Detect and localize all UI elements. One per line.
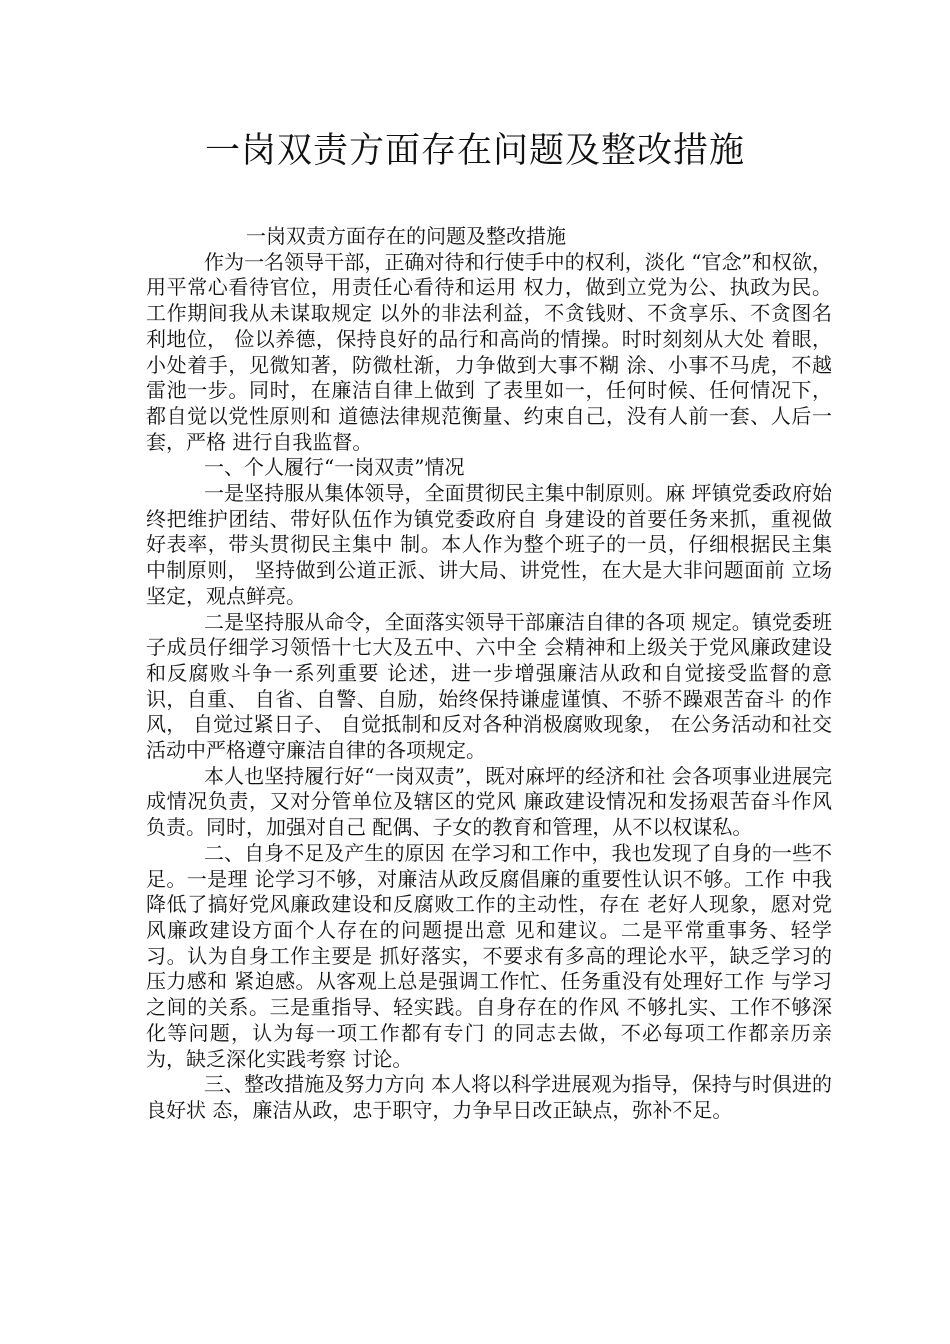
paragraph-shortcomings: 二、自身不足及产生的原因 在学习和工作中，我也发现了自身的一些不足。一是理 论学习不够，对廉洁从政反腐倡廉的重要性认识不够。工作 中我降低了搞好党风廉政建设和反腐败工作的主动性，存在 老好人现象，愿对党风廉政建设方面个人存在的问题提出意 见和建议。二是平常重事务、轻学习。认为自身工作主要是 抓好落实，不要求有多高的理论水平，缺乏学习的压力感和 紧迫感。从客观上总是强调工作忙、任务重没有处理好工作 与学习之间的关系。三是重指导、轻实践。自身存在的作风 不够扎实、工作不够深化等问题，认为每一项工作都有专门 的同志去做，不必每项工作都亲历亲为，缺乏深化实践考察 讨论。: [146, 840, 832, 1071]
paragraph-first-point: 一是坚持服从集体领导，全面贯彻民主集中制原则。麻 坪镇党委政府始终把维护团结、带好队伍作为镇党委政府自 身建设的首要任务来抓，重视做好表率，带头贯彻民主集中 制。本人作为整个班子的一员，仔细根据民主集中制原则， 坚持做到公道正派、讲大局、讲党性，在大是大非问题面前 立场坚定，观点鲜亮。: [146, 481, 832, 608]
paragraph-intro: 作为一名领导干部，正确对待和行使手中的权利，淡化 “官念”和权欲，用平常心看待官位，用责任心看待和运用 权力，做到立党为公、执政为民。工作期间我从未谋取规定 以外的非法利益，不贪钱财、不贪享乐、不贪图名利地位， 俭以养德，保持良好的品行和高尚的情操。时时刻刻从大处 着眼，小处着手，见微知著，防微杜渐，力争做到大事不糊 涂、小事不马虎，不越雷池一步。同时，在廉洁自律上做到 了表里如一，任何时候、任何情况下，都自觉以党性原则和 道德法律规范衡量、约束自己，没有人前一套、人后一套，严格 进行自我监督。: [146, 249, 832, 454]
document-title: 一岗双责方面存在问题及整改措施: [204, 131, 745, 171]
paragraph-rectification: 三、整改措施及努力方向 本人将以科学进展观为指导，保持与时俱进的良好状 态，廉洁从政，忠于职守，力争早日改正缺点，弥补不足。: [146, 1072, 832, 1122]
paragraph-personal-duty: 本人也坚持履行好“一岗双责”，既对麻坪的经济和社 会各项事业进展完成情况负责，又对分管单位及辖区的党风 廉政建设情况和发扬艰苦奋斗作风负责。同时，加强对自己 配偶、子女的教育和管理，从不以权谋私。: [146, 763, 832, 840]
section-heading-1: 一、个人履行“一岗双责”情况: [204, 455, 465, 480]
paragraph-second-point: 二是坚持服从命令，全面落实领导干部廉洁自律的各项 规定。镇党委班子成员仔细学习领悟十七大及五中、六中全 会精神和上级关于党风廉政建设和反腐败斗争一系列重要 论述，进一步增强廉洁从政和自觉接受监督的意识，自重、 自省、自警、自励，始终保持谦虚谨慎、不骄不躁艰苦奋斗 的作风， 自觉过紧日子、 自觉抵制和反对各种消极腐败现象， 在公务活动和社交活动中严格遵守廉洁自律的各项规定。: [146, 609, 832, 763]
document-body: [146, 224, 832, 1124]
document-subtitle: 一岗双责方面存在的问题及整改措施: [246, 224, 566, 248]
